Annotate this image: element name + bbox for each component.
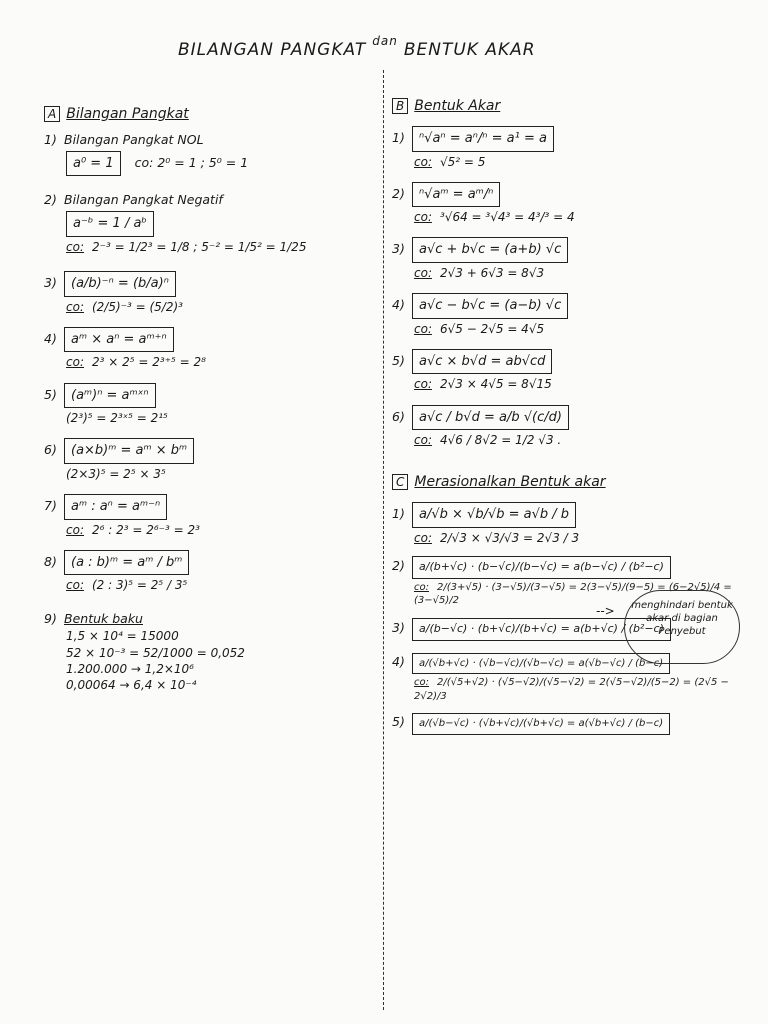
rule-8: 8) (a : b)ᵐ = aᵐ / bᵐ co: (2 : 3)⁵ = 2⁵ / 3⁵ bbox=[44, 548, 404, 594]
rule-1: 1) Bilangan Pangkat NOL a⁰ = 1 co: 2⁰ = 1 ; 5⁰ = 1 bbox=[44, 132, 404, 178]
akar-rule-1: 1) ⁿ√aⁿ = aⁿ/ⁿ = a¹ = a co: √5² = 5 bbox=[392, 124, 752, 170]
rule-9-bentuk-baku: 9) Bentuk baku 1,5 × 10⁴ = 15000 52 × 10⁻³ = 52/1000 = 0,052 1.200.000 → 1,2×10⁶ 0,00064 → 6,4 × 10⁻⁴ bbox=[44, 611, 245, 692]
section-a-heading: A Bilangan Pangkat bbox=[44, 106, 404, 122]
left-column bbox=[44, 100, 404, 699]
callout-cloud: menghindari bentuk akar di bagian Penyebut bbox=[624, 590, 740, 664]
rule-6: 6) (a×b)ᵐ = aᵐ × bᵐ (2×3)⁵ = 2⁵ × 3⁵ bbox=[44, 436, 404, 482]
rule-7: 7) aᵐ : aⁿ = aᵐ⁻ⁿ co: 2⁶ : 2³ = 2⁶⁻³ = 2³ bbox=[44, 492, 404, 538]
rasional-rule-5: 5) a/(√b−√c) · (√b+√c)/(√b+√c) = a(√b+√c) / (b−c) bbox=[392, 711, 752, 737]
callout-arrow: --> bbox=[596, 604, 615, 618]
section-c-heading: C Merasionalkan Bentuk akar bbox=[392, 474, 752, 490]
akar-rule-3: 3) a√c + b√c = (a+b) √c co: 2√3 + 6√3 = 8√3 bbox=[392, 235, 752, 281]
akar-rule-2: 2) ⁿ√aᵐ = aᵐ/ⁿ co: ³√64 = ³√4³ = 4³/³ = 4 bbox=[392, 180, 752, 226]
rasional-rule-2: 2) a/(b+√c) · (b−√c)/(b−√c) = a(b−√c) / (b²−c) co: 2/(3+√5) · (3−√5)/(3−√5) = 2(3−√5)/(9−5) = (6−2√5)/4 = (3−√5)/2 bbox=[392, 558, 732, 607]
rasional-rule-4: 4) a/(√b+√c) · (√b−√c)/(√b−√c) = a(√b−√c) / (b−c) co: 2/(√5+√2) · (√5−√2)/(√5−√2) = 2(√5−√2)/(5−2) = (2√5 − 2√2)/3 bbox=[392, 653, 729, 702]
page-title: BILANGAN PANGKAT $^{dan}$ BENTUK AKAR bbox=[178, 34, 536, 60]
akar-rule-6: 6) a√c / b√d = a/b √(c/d) co: 4√6 / 8√2 = 1/2 √3 . bbox=[392, 403, 752, 449]
rule-2: 2) Bilangan Pangkat Negatif a⁻ᵇ = 1 / aᵇ co: 2⁻³ = 1/2³ = 1/8 ; 5⁻² = 1/5² = 1/25 bbox=[44, 192, 307, 254]
akar-rule-5: 5) a√c × b√d = ab√cd co: 2√3 × 4√5 = 8√15 bbox=[392, 347, 752, 393]
rasional-rule-1: 1) a/√b × √b/√b = a√b / b co: 2/√3 × √3/√3 = 2√3 / 3 bbox=[392, 500, 752, 546]
rule-3: 3) (a/b)⁻ⁿ = (b/a)ⁿ co: (2/5)⁻³ = (5/2)³ bbox=[44, 269, 404, 315]
rule-5: 5) (aᵐ)ⁿ = aᵐˣⁿ (2³)⁵ = 2³ˣ⁵ = 2¹⁵ bbox=[44, 381, 404, 427]
rasional-rule-3: 3) a/(b−√c) · (b+√c)/(b+√c) = a(b+√c) / (b²−c) bbox=[392, 616, 752, 643]
rule-4: 4) aᵐ × aⁿ = aᵐ⁺ⁿ co: 2³ × 2⁵ = 2³⁺⁵ = 2⁸ bbox=[44, 325, 404, 371]
akar-rule-4: 4) a√c − b√c = (a−b) √c co: 6√5 − 2√5 = 4√5 bbox=[392, 291, 752, 337]
section-b-heading: B Bentuk Akar bbox=[392, 98, 752, 114]
